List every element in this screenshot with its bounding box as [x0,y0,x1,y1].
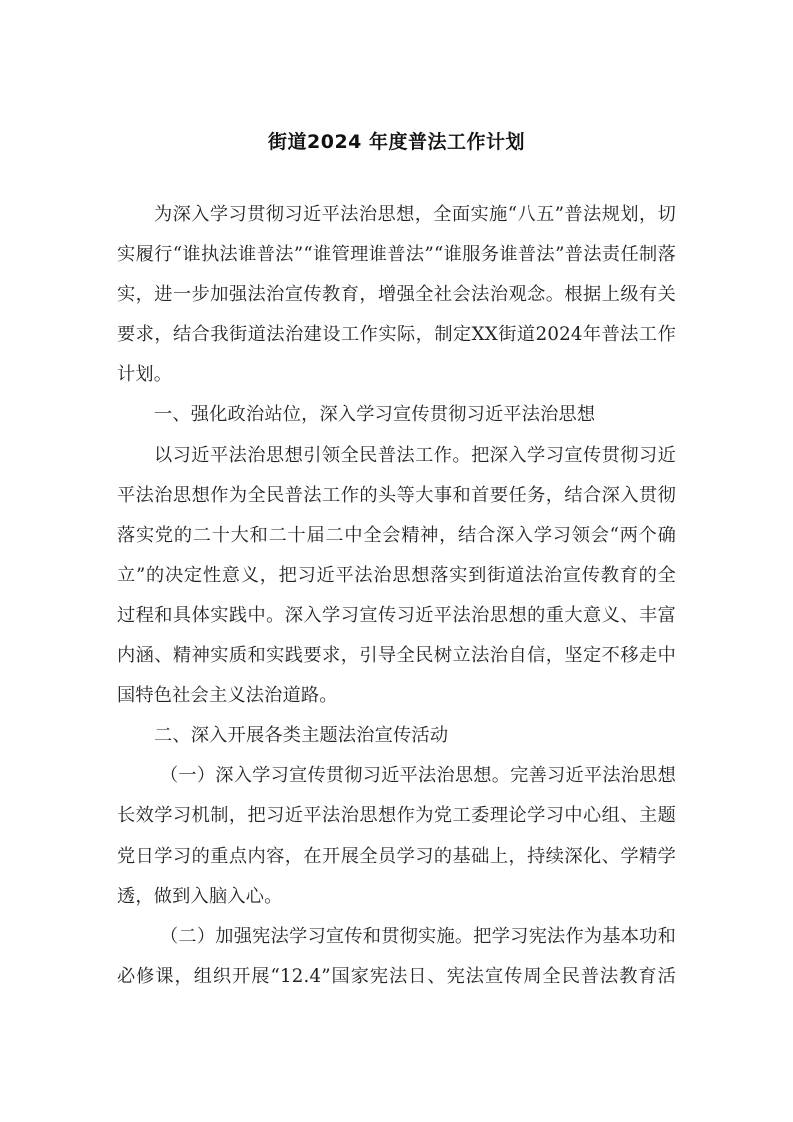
intro-paragraph: 为深入学习贯彻习近平法治思想，全面实施“八五”普法规划，切实履行“谁执法谁普法”“谁管理谁普法”“谁服务谁普法”普法责任制落实，进一步加强法治宣传教育，增强全社会法治观念。根据上级有关要求，结合我街道法治建设工作实际，制定XX街道2024年普法工作计划。 [117,204,676,386]
document-body [117,195,676,997]
subsection-1-paragraph: （一）深入学习宣传贯彻习近平法治思想。完善习近平法治思想长效学习机制，把习近平法治思想作为党工委理论学习中心组、主题党日学习的重点内容，在开展全员学习的基础上，持续深化、学精学透，做到入脑入心。 [117,765,676,907]
section-heading-2: 二、深入开展各类主题法治宣传活动 [154,725,449,747]
section-1-paragraph: 以习近平法治思想引领全民普法工作。把深入学习宣传贯彻习近平法治思想作为全民普法工作的头等大事和首要任务，结合深入贯彻落实党的二十大和二十届二中全会精神，结合深入学习领会“两个确立”的决定性意义，把习近平法治思想落实到街道法治宣传教育的全过程和具体实践中。深入学习宣传习近平法治思想的重大意义、丰富内涵、精神实质和实践要求，引导全民树立法治自信，坚定不移走中国特色社会主义法治道路。 [117,444,676,707]
document-title: 街道2024 年度普法工作计划 [268,131,525,153]
section-heading-1: 一、强化政治站位，深入学习宣传贯彻习近平法治思想 [154,404,596,426]
subsection-2-paragraph: （二）加强宪法学习宣传和贯彻实施。把学习宪法作为基本功和必修课，组织开展“12.4”国家宪法日、宪法宣传周全民普法教育活 [117,925,676,987]
